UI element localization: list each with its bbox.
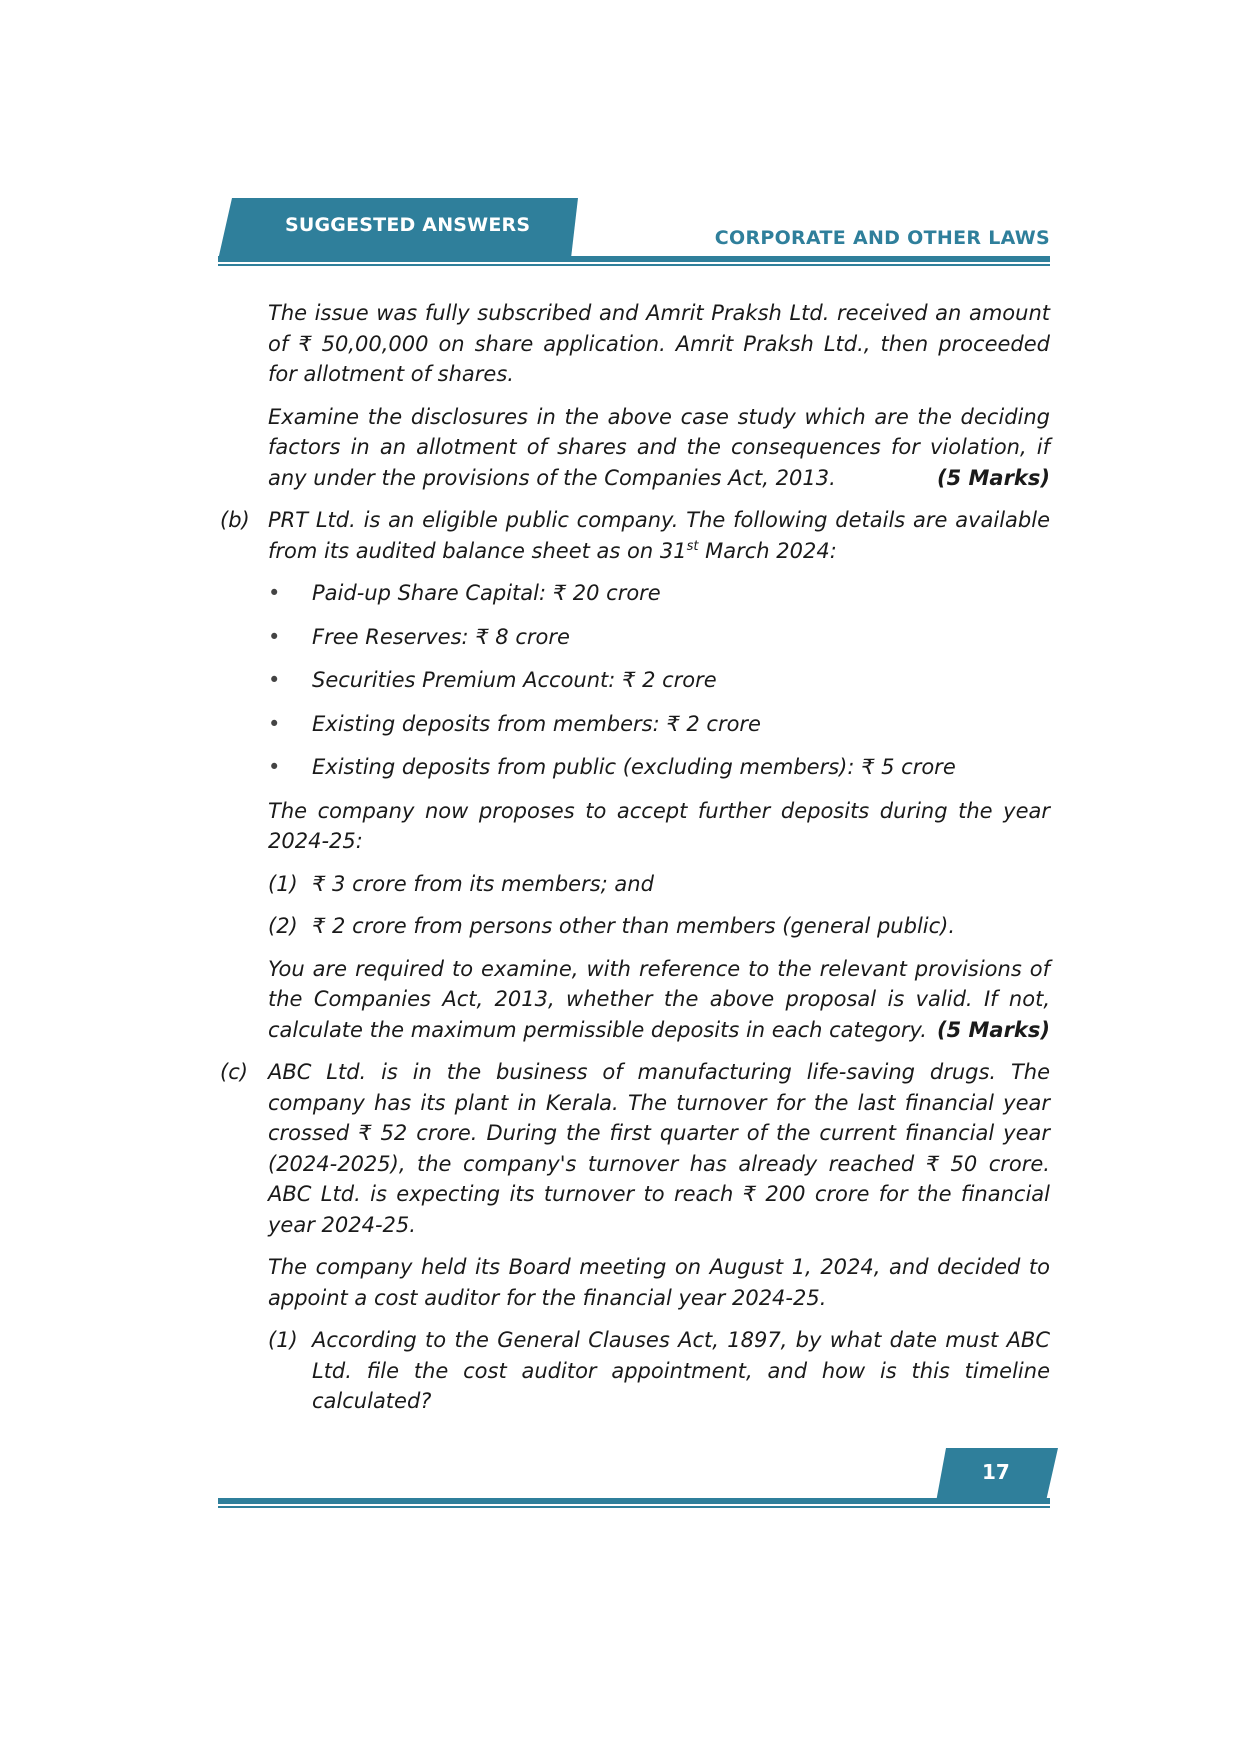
question-b [220,505,1050,566]
numbered-item-text: ₹ 3 crore from its members; and [312,871,654,896]
bullet-item [220,622,1050,653]
footer-rule [218,1498,1050,1504]
bullet-icon: • [268,624,281,649]
question-b-proposal [220,796,1050,857]
question-c-text: ABC Ltd. is in the business of manufacturing life-saving drugs. The company has its plant in Kerala. The turnover for the last financial year crossed ₹ 52 crore. During the first quarter of the current financial year (2024-2025), the company's turnover has already reached ₹ 50 crore. ABC Ltd. is expecting its turnover to reach ₹ 200 crore for the financial year 2024-25. [268,1060,1050,1237]
question-c-label: (c) [220,1060,248,1084]
bullet-item [220,752,1050,783]
footer-rule-thin [218,1506,1050,1508]
bullet-icon: • [268,711,281,736]
bullet-icon: • [268,668,281,692]
marks-label: (5 Marks) [936,465,1050,490]
bullet-text: Paid-up Share Capital: ₹ 20 crore [312,581,661,605]
header-rule-thin [218,264,1050,266]
bullet-item [220,578,1050,609]
bullet-text: Securities Premium Account: ₹ 2 crore [312,668,717,692]
proposal-paragraph: The company now proposes to accept further deposits during the year 2024-25: [268,798,1050,853]
bullet-text: Existing deposits from public (excluding members): ₹ 5 crore [312,755,956,779]
bullet-icon: • [268,581,281,605]
question-c [220,1057,1050,1240]
board-paragraph: The company held its Board meeting on August 1, 2024, and decided to appoint a cost auditor for the financial year 2024-25. [268,1255,1050,1310]
bullet-text: Free Reserves: ₹ 8 crore [312,624,570,649]
numbered-item-label: (2) [268,914,298,938]
question-b-label: (b) [220,508,250,532]
question-b-required [220,954,1050,1046]
numbered-item-text: According to the General Clauses Act, 1897, by what date must ABC Ltd. file the cost auditor appointment, and how is this timeline calculated? [312,1328,1050,1413]
question-b-text-pre: PRT Ltd. is an eligible public company. The following details are available from its audited balance sheet as on 31 [268,508,1050,563]
question-b-sup: st [686,538,699,554]
required-paragraph-text: You are required to examine, with reference to the relevant provisions of the Companies Act, 2013, whether the above proposal is valid. If not, calculate the maximum permissible deposits in each category. [268,956,1050,1042]
numbered-item-label: (1) [268,871,298,896]
header-tab-label: SUGGESTED ANSWERS [285,214,531,236]
question-c-board [220,1252,1050,1313]
numbered-item-label: (1) [268,1328,298,1352]
bullet-item [220,665,1050,696]
numbered-item-text: ₹ 2 crore from persons other than members (general public). [312,914,956,938]
question-b-text-post: March 2024: [698,538,837,563]
intro-paragraph-2 [268,402,1050,494]
numbered-item [220,911,1050,942]
intro-section [220,298,1050,493]
bullet-text: Existing deposits from members: ₹ 2 crore [312,711,761,736]
numbered-item [220,869,1050,900]
numbered-item [220,1325,1050,1417]
bullet-item [220,709,1050,740]
page-content [220,298,1050,1429]
required-paragraph [268,954,1050,1046]
header-title: CORPORATE AND OTHER LAWS [714,227,1050,249]
bullet-icon: • [268,755,281,779]
page-number: 17 [982,1460,1010,1484]
header-rule [218,256,1050,262]
marks-label: (5 Marks) [936,1017,1050,1042]
intro-paragraph-2-text: Examine the disclosures in the above case study which are the deciding factors in an allotment of shares and the consequences for violation, if any under the provisions of the Companies Act, 2013. [268,404,1050,490]
intro-paragraph-1: The issue was fully subscribed and Amrit Praksh Ltd. received an amount of ₹ 50,00,000 on share application. Amrit Praksh Ltd., then proceeded for allotment of shares. [268,301,1050,386]
